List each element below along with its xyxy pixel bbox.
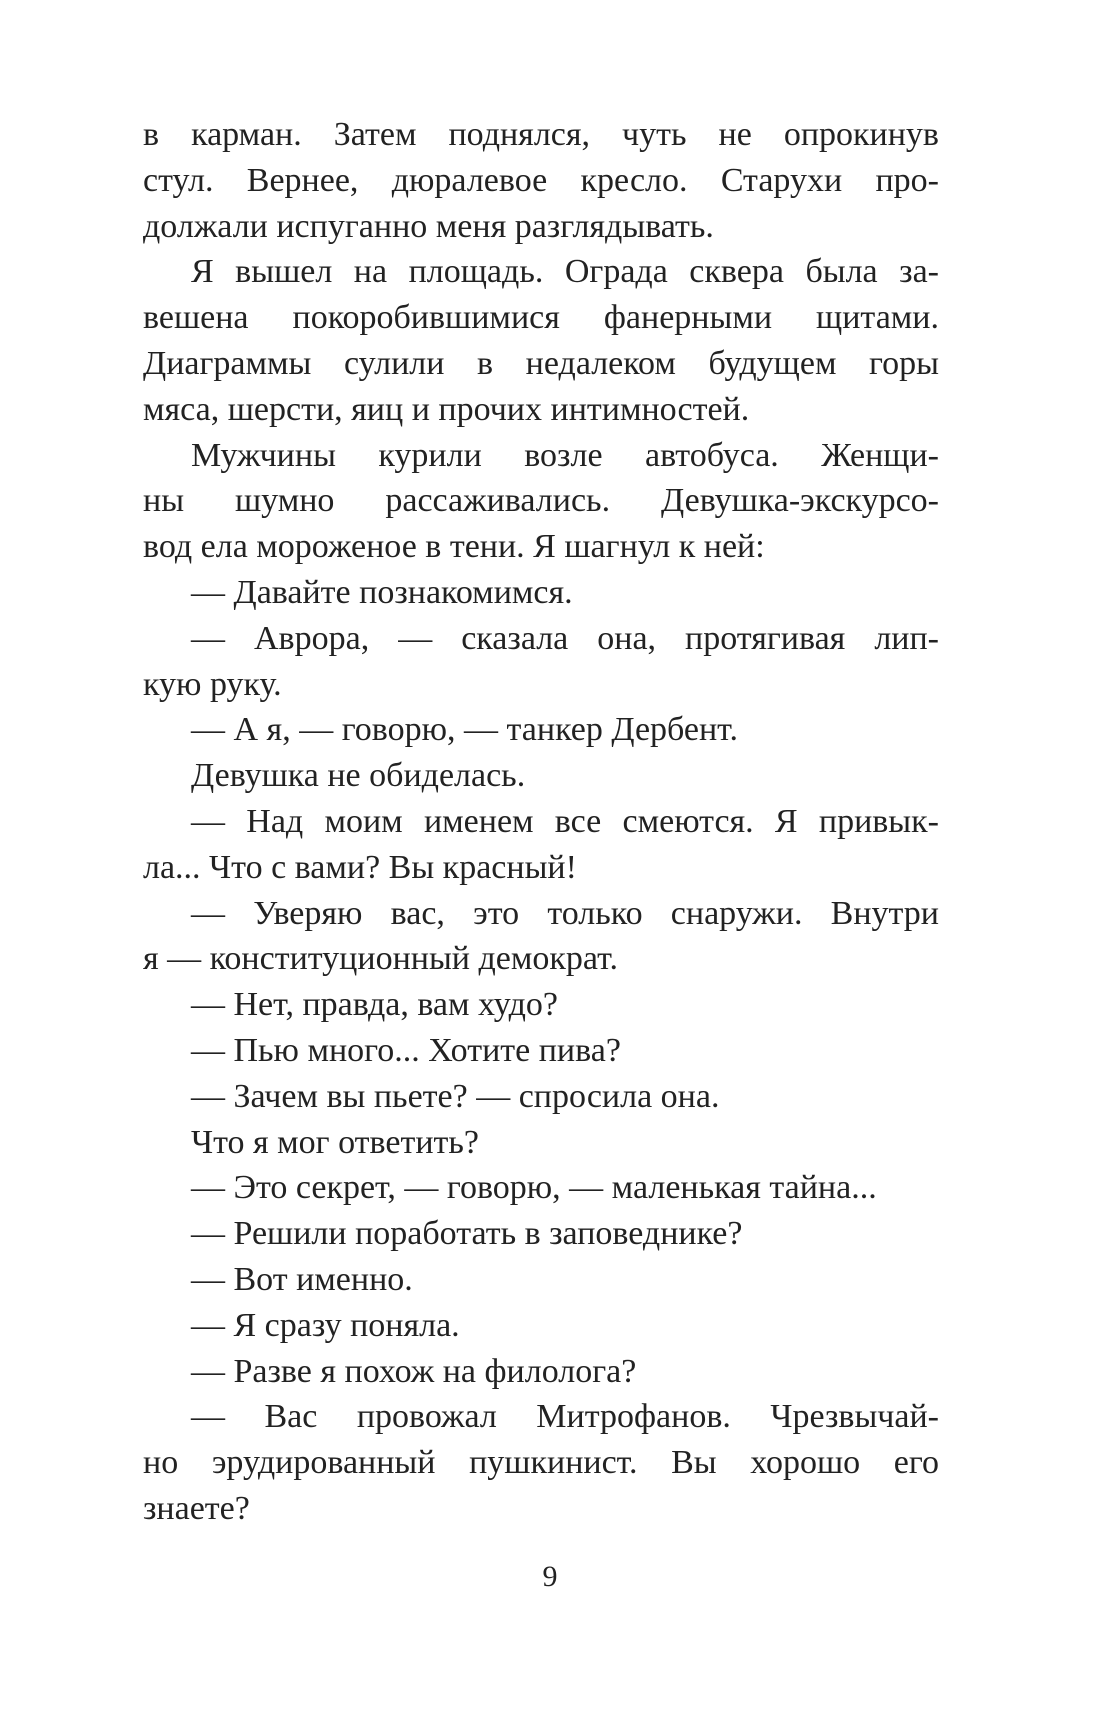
text-line: но эрудированный пушкинист. Вы хорошо его: [143, 1444, 939, 1482]
page-number: 9: [542, 1560, 558, 1593]
text-line: Я вышел на площадь. Ограда сквера была за-: [191, 253, 939, 291]
text-line: вешена покоробившимися фанерными щитами.: [143, 299, 939, 337]
text-line: в карман. Затем поднялся, чуть не опрокинув: [143, 116, 939, 153]
text-line: — Аврора, — сказала она, протягивая лип-: [191, 619, 939, 657]
text-line: — Пью много... Хотите пива?: [191, 1031, 621, 1069]
text-line: стул. Вернее, дюралевое кресло. Старухи про-: [143, 161, 939, 199]
text-line: — А я, — говорю, — танкер Дербент.: [191, 711, 738, 749]
text-line: — Над моим именем все смеются. Я привык-: [191, 802, 939, 840]
text-line: мяса, шерсти, яиц и прочих интимностей.: [143, 390, 750, 428]
text-line: — Я сразу поняла.: [191, 1306, 460, 1344]
text-line: ны шумно рассаживались. Девушка-экскурсо-: [143, 482, 939, 520]
page-body-text: [143, 112, 939, 1532]
text-line: — Давайте познакомимся.: [191, 573, 573, 611]
text-line: — Это секрет, — говорю, — маленькая тайна...: [191, 1169, 877, 1207]
text-line: должали испуганно меня разглядывать.: [143, 207, 714, 245]
text-line: — Решили поработать в заповеднике?: [191, 1215, 743, 1253]
text-line: Девушка не обиделась.: [191, 757, 526, 795]
text-line: знаете?: [143, 1489, 250, 1527]
text-line: — Уверяю вас, это только снаружи. Внутри: [191, 894, 939, 932]
text-line: — Разве я похож на филолога?: [191, 1352, 637, 1390]
text-line: ла... Что с вами? Вы красный!: [143, 848, 577, 886]
text-line: кую руку.: [143, 665, 282, 703]
text-line: — Вот именно.: [191, 1260, 413, 1298]
text-line: Мужчины курили возле автобуса. Женщи-: [191, 436, 939, 474]
text-line: — Зачем вы пьете? — спросила она.: [191, 1077, 720, 1115]
text-line: — Вас провожал Митрофанов. Чрезвычай-: [191, 1398, 939, 1436]
text-line: — Нет, правда, вам худо?: [191, 986, 558, 1024]
text-line: Что я мог ответить?: [191, 1123, 479, 1161]
text-line: я — конституционный демократ.: [143, 940, 618, 978]
text-line: вод ела мороженое в тени. Я шагнул к ней:: [143, 528, 765, 566]
text-line: Диаграммы сулили в недалеком будущем горы: [143, 344, 939, 382]
